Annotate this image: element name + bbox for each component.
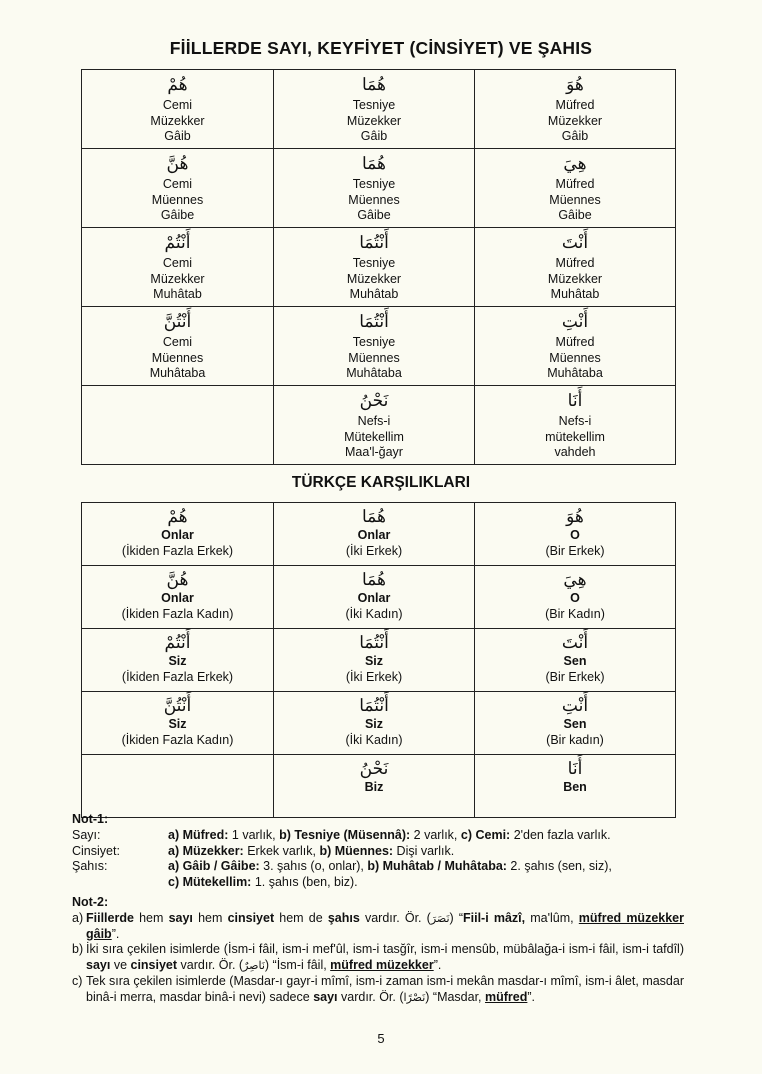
note1-sahis-line2	[168, 875, 684, 891]
table-cell	[82, 70, 274, 149]
cell-line: Cemi	[162, 256, 193, 270]
note1-sayi-text	[168, 828, 684, 844]
text-span: ve	[110, 958, 131, 973]
arabic-pronoun: أَنْتُنَّ	[163, 696, 192, 716]
note2-items	[72, 911, 684, 1006]
text-span: 3. şahıs (o, onlar),	[259, 859, 368, 874]
cell-line: Muhâtab	[349, 287, 399, 302]
turkish-word: Siz	[364, 654, 384, 668]
cell-line: Müennes	[151, 192, 204, 207]
turkish-word: O	[570, 591, 580, 605]
note2-item	[72, 974, 684, 1006]
turkish-description: (İkiden Fazla Erkek)	[121, 669, 234, 684]
text-span: ma'lûm,	[525, 910, 579, 925]
cell-line: Tesniye	[352, 98, 396, 112]
table-row	[82, 566, 676, 629]
text-span: a) Müfred:	[168, 827, 229, 842]
text-span: müfred	[485, 989, 528, 1004]
note2-item-letter: b)	[72, 942, 84, 957]
table-cell	[82, 755, 274, 818]
text-span: ) “	[449, 910, 463, 925]
table-row	[82, 149, 676, 228]
cell-line: Müennes	[151, 350, 204, 365]
arabic-pronoun: أَنْتُمْ	[164, 233, 191, 253]
arabic-pronoun: أَنْتُمَا	[359, 233, 389, 253]
cell-line: Müennes	[549, 192, 601, 207]
cell-line: Nefs-i	[558, 414, 592, 428]
arabic-pronoun: هُمَا	[362, 154, 386, 174]
note2-item-text	[86, 911, 684, 943]
cell-line: Muhâtab	[153, 287, 202, 302]
table-cell	[82, 566, 274, 629]
text-span: b) Muhâtab / Muhâtaba:	[367, 859, 507, 874]
cell-line: Müennes	[549, 350, 601, 365]
arabic-pronoun: هِيَ	[563, 154, 587, 174]
text-span: 1 varlık,	[228, 827, 280, 842]
arabic-pronoun: أَنْتُمَا	[359, 312, 389, 332]
table-cell	[475, 629, 676, 692]
turkish-word: Onlar	[357, 591, 391, 605]
cell-line: Cemi	[162, 98, 193, 112]
table-row	[82, 692, 676, 755]
arabic-pronoun: أَنْتُنَّ	[163, 312, 192, 332]
turkish-word: Onlar	[357, 528, 391, 542]
arabic-pronoun: نَحْنُ	[359, 391, 389, 411]
arabic-pronoun: أَنَا	[567, 759, 583, 779]
text-span: vardır. Ör. (	[337, 989, 404, 1004]
turkish-word: Siz	[364, 717, 384, 731]
note1-heading: Not-1:	[72, 812, 109, 826]
table-cell	[475, 149, 676, 228]
cell-line: Müzekker	[346, 113, 402, 128]
table-cell	[475, 386, 676, 465]
table-cell	[82, 503, 274, 566]
arabic-example: نَصْرًا	[403, 990, 426, 1004]
arabic-pronoun: هُمْ	[167, 75, 188, 95]
text-span: a) Gâib / Gâibe:	[168, 859, 260, 874]
table-cell	[274, 386, 475, 465]
turkish-description: (İkiden Fazla Kadın)	[121, 732, 234, 747]
text-span: sayı	[313, 989, 338, 1004]
table-cell	[82, 228, 274, 307]
note2-item	[72, 911, 684, 943]
table-row	[82, 503, 676, 566]
cell-line: Muhâtaba	[346, 366, 402, 381]
text-span: b) Tesniye (Müsennâ):	[279, 827, 411, 842]
table-cell	[274, 755, 475, 818]
cell-line: Müennes	[348, 192, 400, 207]
text-span: vardır. Ör. (	[359, 910, 431, 925]
text-span: sayı	[168, 910, 193, 925]
cell-line: Müfred	[555, 98, 595, 112]
cell-line: Muhâtab	[550, 287, 600, 302]
text-span: müfred müzekker gâib	[86, 910, 684, 941]
arabic-pronoun: أَنْتُمْ	[164, 633, 191, 653]
table-cell	[274, 566, 475, 629]
table-cell	[82, 307, 274, 386]
arabic-pronoun: أَنْتَ	[561, 633, 589, 653]
text-span: sayı	[86, 958, 111, 973]
text-span: ”.	[527, 989, 536, 1004]
text-span: ) “Masdar,	[425, 989, 486, 1004]
table-cell	[82, 629, 274, 692]
text-span: 2'den fazla varlık.	[510, 827, 611, 842]
note2-item-text	[86, 942, 684, 974]
text-span: cinsiyet	[130, 958, 178, 973]
arabic-pronoun: هُوَ	[566, 507, 584, 527]
conjugation-table	[81, 69, 676, 465]
text-span: şahıs	[327, 910, 360, 925]
cell-line: Gâibe	[357, 208, 391, 223]
text-span: 1. şahıs (ben, biz).	[251, 875, 358, 890]
arabic-pronoun: هُمَا	[362, 75, 386, 95]
arabic-pronoun: هُمْ	[167, 507, 188, 527]
table-cell	[274, 149, 475, 228]
note2-item-text	[86, 974, 684, 1006]
text-span: hem de	[274, 910, 328, 925]
turkish-word: Onlar	[161, 528, 194, 542]
arabic-example: نَاصِرٌ	[243, 959, 265, 973]
arabic-pronoun: هِيَ	[563, 570, 587, 590]
text-span: 2 varlık,	[410, 827, 461, 842]
table-cell	[274, 307, 475, 386]
page-title: FİİLLERDE SAYI, KEYFİYET (CİNSİYET) VE ŞAHIS	[169, 38, 593, 58]
turkish-description: (Bir Erkek)	[545, 543, 605, 558]
text-span: hem	[192, 910, 228, 925]
page-number: 5	[377, 1031, 385, 1046]
turkish-word: Biz	[364, 780, 384, 794]
arabic-pronoun: نَحْنُ	[359, 759, 389, 779]
arabic-pronoun: هُوَ	[566, 75, 584, 95]
turkish-word: Sen	[563, 654, 587, 668]
arabic-pronoun: هُنَّ	[166, 154, 189, 174]
cell-line: Müfred	[555, 177, 595, 191]
note1-sahis-label: Şahıs:	[72, 859, 108, 874]
table-cell	[475, 503, 676, 566]
text-span: Dişi varlık.	[393, 843, 455, 858]
arabic-pronoun: هُنَّ	[166, 570, 189, 590]
table-cell	[475, 692, 676, 755]
cell-line: Müzekker	[547, 271, 603, 286]
text-span: ”.	[433, 958, 442, 973]
cell-line: Mütekellim	[344, 429, 404, 444]
table-row	[82, 629, 676, 692]
cell-line: vahdeh	[554, 445, 596, 460]
cell-line: Gâibe	[558, 208, 592, 223]
table-cell	[274, 503, 475, 566]
text-span: b) Müennes:	[319, 843, 394, 858]
table-cell	[475, 228, 676, 307]
text-span: müfred müzekker	[330, 958, 434, 973]
table-row	[82, 228, 676, 307]
table-cell	[274, 692, 475, 755]
table-row	[82, 70, 676, 149]
cell-line: Müzekker	[150, 113, 205, 128]
note1-cinsiyet-row	[72, 844, 684, 860]
arabic-pronoun: أَنْتَ	[561, 233, 589, 253]
cell-line: Gâib	[561, 129, 589, 144]
table-cell	[475, 70, 676, 149]
cell-line: Müfred	[555, 256, 595, 270]
turkish-word: Siz	[168, 654, 187, 668]
cell-line: Muhâtaba	[547, 366, 603, 381]
turkish-description: (İki Erkek)	[345, 543, 403, 558]
table-cell	[274, 629, 475, 692]
note1-sahis-text	[168, 859, 684, 891]
text-span: cinsiyet	[227, 910, 275, 925]
turkish-description: (İki Kadın)	[345, 606, 403, 621]
arabic-pronoun: أَنْتِ	[561, 696, 589, 716]
note1-sahis-row	[72, 859, 684, 891]
cell-line: Tesniye	[352, 256, 396, 270]
turkish-description: (Bir Kadın)	[545, 606, 605, 621]
note2-item	[72, 942, 684, 974]
turkish-word: Sen	[563, 717, 587, 731]
table-row	[82, 307, 676, 386]
table-cell	[82, 692, 274, 755]
cell-line: Cemi	[162, 177, 193, 191]
cell-line: Müennes	[348, 350, 400, 365]
arabic-pronoun: أَنْتُمَا	[359, 633, 389, 653]
text-span: Tek sıra çekilen isimlerde (Masdar-ı gayr-i mîmî, ism-i zaman ism-i mekân masdar-ı mîmî, ism-i âlet, masdar binâ-i merra, masdar binâ-i nevi) sadece	[86, 973, 684, 1004]
cell-line: Maa'l-ğayr	[345, 445, 403, 460]
note2-item-letter: a)	[72, 910, 84, 925]
text-span: c) Mütekellim:	[168, 875, 252, 890]
cell-line: Müzekker	[547, 113, 603, 128]
note1-cinsiyet-label: Cinsiyet:	[72, 843, 120, 858]
cell-line: Müzekker	[346, 271, 402, 286]
cell-line: Cemi	[162, 335, 193, 349]
cell-line: Müzekker	[150, 271, 205, 286]
text-span: ) “İsm-i fâil,	[264, 958, 331, 973]
cell-line: Tesniye	[352, 335, 396, 349]
arabic-pronoun: أَنْتِ	[561, 312, 589, 332]
turkish-description: (İkiden Fazla Erkek)	[121, 543, 234, 558]
table-cell	[475, 566, 676, 629]
cell-line: mütekellim	[545, 429, 605, 444]
turkish-word: Onlar	[161, 591, 194, 605]
table-cell	[475, 307, 676, 386]
note2-heading: Not-2:	[72, 894, 109, 909]
table-row	[82, 755, 676, 818]
text-span: c) Cemi:	[460, 827, 511, 842]
text-span: İki sıra çekilen isimlerde (İsm-i fâil, ism-i mef'ûl, ism-i tasğîr, ism-i mensûb, mübâlağa-i ism-i fâil, ism-i tafdîl)	[86, 942, 684, 957]
turkish-word: Siz	[168, 717, 187, 731]
turkish-equivalents-table	[81, 502, 676, 818]
turkish-description: (Bir kadın)	[546, 732, 604, 747]
arabic-pronoun: هُمَا	[362, 570, 386, 590]
turkish-description: (Bir Erkek)	[545, 669, 605, 684]
section-subtitle: TÜRKÇE KARŞILIKLARI	[291, 474, 471, 491]
text-span: 2. şahıs (sen, siz),	[506, 859, 612, 874]
cell-line: Nefs-i	[357, 414, 391, 428]
turkish-description: (İki Kadın)	[345, 732, 403, 747]
table-cell	[82, 149, 274, 228]
note1-sayi-label: Sayı:	[72, 827, 101, 842]
note1-cinsiyet-text	[168, 844, 684, 860]
arabic-pronoun	[82, 386, 273, 414]
cell-line: Gâibe	[160, 208, 195, 223]
cell-line: Muhâtaba	[149, 366, 206, 381]
table-cell	[274, 70, 475, 149]
turkish-word: O	[570, 528, 580, 542]
text-span: ”.	[111, 926, 120, 941]
table-cell	[82, 386, 274, 465]
turkish-word: Ben	[563, 780, 587, 794]
arabic-pronoun: أَنَا	[567, 391, 583, 411]
text-span: vardır. Ör. (	[177, 958, 244, 973]
note1-sahis-line1	[168, 859, 684, 875]
notes-section	[72, 812, 684, 1006]
note1-sayi-row	[72, 828, 684, 844]
turkish-description: (İki Erkek)	[345, 669, 403, 684]
arabic-pronoun: هُمَا	[362, 507, 386, 527]
text-span: Erkek varlık,	[243, 843, 320, 858]
arabic-example: نَصَرَ	[430, 911, 450, 925]
table-row	[82, 386, 676, 465]
table-cell	[274, 228, 475, 307]
cell-line: Müfred	[555, 335, 595, 349]
arabic-pronoun	[82, 755, 273, 780]
arabic-pronoun: أَنْتُمَا	[359, 696, 389, 716]
text-span: Fiillerde	[86, 910, 134, 925]
text-span: hem	[133, 910, 169, 925]
cell-line: Gâib	[360, 129, 388, 144]
note2-item-letter: c)	[72, 973, 83, 988]
cell-line: Gâib	[164, 129, 191, 144]
cell-line: Tesniye	[352, 177, 396, 191]
table-cell	[475, 755, 676, 818]
text-span: a) Müzekker:	[168, 843, 244, 858]
text-span: Fiil-i mâzî,	[463, 910, 526, 925]
turkish-description: (İkiden Fazla Kadın)	[121, 606, 234, 621]
